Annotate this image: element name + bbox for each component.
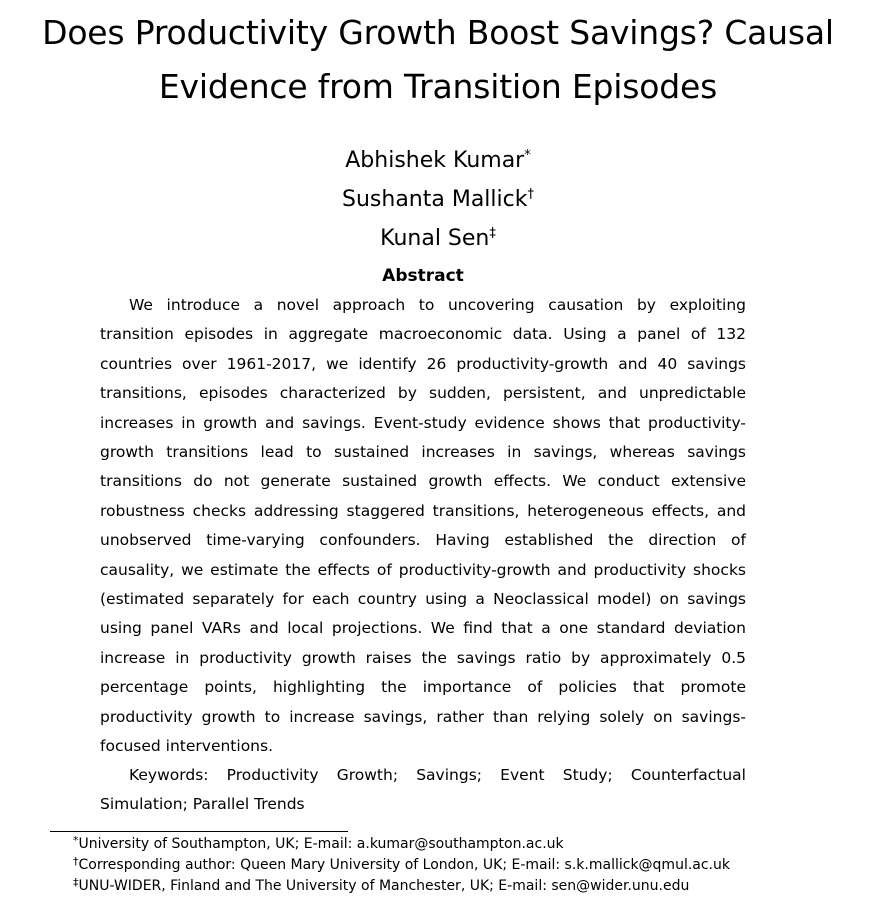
author-list	[0, 141, 876, 258]
footnote-divider	[50, 831, 348, 832]
author-name: Kunal Sen	[380, 226, 490, 251]
title-line-1: Does Productivity Growth Boost Savings? Causal	[42, 13, 834, 52]
author-mark: *	[524, 148, 531, 163]
paper-title	[40, 6, 836, 114]
footnotes	[73, 834, 863, 897]
author-mark: †	[527, 187, 534, 202]
footnote-2	[73, 855, 863, 876]
author-name: Abhishek Kumar	[345, 148, 525, 173]
footnote-mark: †	[73, 855, 79, 868]
abstract-body: We introduce a novel approach to uncovering causation by exploiting transition episodes in aggregate macroeconomic data. Using a panel of 132 countries over 1961-2017, we identify 26 productivity-growth and 40 savings transitions, episodes characterized by sudden, persistent, and unpredictable increases in growth and savings. Event-study evidence shows that productivity-growth transitions lead to sustained increases in savings, whereas savings transitions do not generate sustained growth effects. We conduct extensive robustness checks addressing staggered transitions, heterogeneous effects, and unobserved time-varying confounders. Having established the direction of causality, we estimate the effects of productivity-growth and productivity shocks (estimated separately for each country using a Neoclassical model) on savings using panel VARs and local projections. We find that a one standard deviation increase in productivity growth raises the savings ratio by approximately 0.5 percentage points, highlighting the importance of policies that promote productivity growth to increase savings, rather than relying solely on savings-focused interventions.	[100, 296, 746, 756]
author-2	[0, 180, 876, 219]
title-line-2: Evidence from Transition Episodes	[158, 67, 718, 106]
footnote-mark: *	[73, 834, 79, 847]
author-1	[0, 141, 876, 180]
keywords: Keywords: Productivity Growth; Savings; Event Study; Counterfactual Simulation; Parallel Trends	[100, 766, 746, 814]
author-3	[0, 219, 876, 258]
footnote-3	[73, 876, 863, 897]
footnote-mark: ‡	[73, 876, 79, 889]
footnote-text: Corresponding author: Queen Mary University of London, UK; E-mail: s.k.mallick@qmul.ac.uk	[78, 857, 730, 873]
author-mark: ‡	[489, 226, 496, 241]
abstract-heading: Abstract	[382, 266, 464, 286]
footnote-text: UNU-WIDER, Finland and The University of Manchester, UK; E-mail: sen@wider.unu.edu	[78, 878, 690, 894]
footnote-text: University of Southampton, UK; E-mail: a.kumar@southampton.ac.uk	[78, 836, 564, 852]
footnote-1	[73, 834, 863, 855]
author-name: Sushanta Mallick	[342, 187, 528, 212]
